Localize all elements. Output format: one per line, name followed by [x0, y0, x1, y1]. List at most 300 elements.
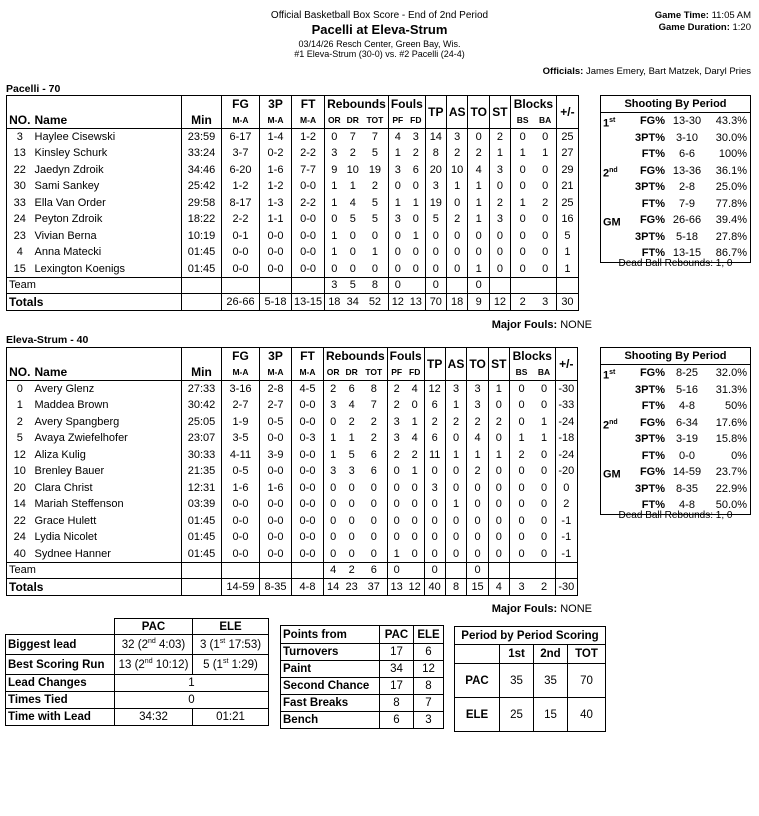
player-pm: -18: [555, 430, 577, 447]
shooting-pct: 31.3%: [715, 383, 747, 396]
player-min: 30:33: [182, 447, 222, 464]
times-tied-value: 0: [115, 692, 269, 709]
shooting-pct: 17.6%: [715, 416, 747, 429]
points-ele: 6: [414, 644, 444, 661]
player-bs: 0: [509, 414, 533, 431]
totals-min: [182, 294, 222, 311]
header-dr: DR: [345, 367, 358, 377]
player-tp: 19: [425, 195, 446, 212]
player-to: 1: [468, 178, 489, 195]
header-pf: PF: [387, 364, 406, 381]
player-to: 0: [467, 480, 488, 497]
shooting-pct: 15.8%: [715, 433, 747, 445]
game-time-label: Game Time:: [654, 10, 709, 21]
player-pm: 29: [556, 162, 578, 179]
player-bs: 0: [509, 397, 533, 414]
player-as: 0: [446, 261, 468, 278]
player-pm: 25: [556, 129, 578, 146]
header-ma: M-A: [222, 112, 260, 129]
player-no: 4: [16, 246, 23, 259]
player-st: 1: [489, 145, 510, 162]
player-name: Lydia Nicolet: [34, 531, 98, 544]
player-to: 2: [468, 145, 489, 162]
player-fd: 1: [411, 465, 418, 478]
player-name: Haylee Cisewski: [34, 131, 116, 143]
player-as: 2: [446, 145, 468, 162]
player-ba: 0: [540, 481, 548, 494]
team-pm: [556, 277, 578, 294]
header-ft: FT: [292, 348, 324, 365]
points-pac: 17: [380, 678, 414, 695]
player-min: 30:42: [182, 397, 222, 414]
totals-pm: 30: [556, 294, 578, 311]
player-min: 01:45: [182, 529, 222, 546]
player-name: Avery Glenz: [34, 383, 95, 395]
player-st: 0: [488, 496, 509, 513]
best-run-ele: 5 (1st 1:29): [193, 655, 269, 675]
totals-label: Totals: [7, 294, 182, 311]
player-st: 0: [489, 178, 510, 195]
shooting-made-att: 5-18: [675, 230, 699, 243]
shooting-stat-label: FG%: [639, 466, 665, 478]
period-pac-1st: 35: [500, 664, 534, 698]
player-dr: 0: [348, 531, 355, 544]
player-st: 1: [488, 447, 509, 464]
player-tp: 0: [424, 513, 445, 530]
player-dr: 7: [349, 131, 356, 143]
home-major-fouls: [492, 319, 592, 331]
shooting-row: [601, 398, 750, 415]
player-fg: 2-7: [222, 397, 260, 414]
player-pm: 2: [555, 496, 577, 513]
totals-label: Totals: [7, 579, 182, 596]
player-bs: 0: [509, 381, 533, 398]
player-dr: 5: [348, 448, 355, 461]
shooting-row: [601, 146, 750, 163]
player-tp3: 0-0: [260, 244, 292, 261]
lead-col-pac: PAC: [115, 619, 193, 635]
player-bs: 0: [510, 244, 534, 261]
player-row: [7, 228, 579, 245]
player-st: 0: [488, 397, 509, 414]
header-name: Name: [34, 113, 68, 127]
totals-tot: 52: [362, 294, 388, 311]
shooting-made-att: 5-16: [675, 383, 699, 396]
player-to: 1: [467, 447, 488, 464]
totals-as: 8: [445, 579, 467, 596]
totals-ba: 2: [533, 579, 555, 596]
player-ba: 0: [542, 213, 549, 226]
shooting-pct: 50%: [724, 400, 747, 412]
home-dead-ball-rebounds: Dead Ball Rebounds: 1, 0: [618, 258, 733, 269]
header-blank: [33, 348, 182, 365]
team-tp: 0: [425, 277, 446, 294]
points-row: [281, 661, 444, 678]
points-label: Paint: [281, 661, 380, 678]
header-fg: FG: [222, 96, 260, 113]
player-tp: 0: [424, 463, 445, 480]
player-name: Jaedyn Zdroik: [34, 163, 104, 176]
player-pf: 2: [387, 397, 406, 414]
player-ft: 0-0: [292, 211, 325, 228]
totals-pf: 13: [387, 579, 406, 596]
player-tp3: 2-7: [260, 397, 292, 414]
player-dr: 0: [348, 514, 355, 527]
lead-changes-value: 1: [115, 675, 269, 692]
player-dr: 0: [348, 547, 355, 560]
totals-to: 9: [468, 294, 489, 311]
points-from-table: [280, 625, 444, 729]
player-ba: 0: [540, 531, 548, 544]
player-fg: 0-0: [222, 496, 260, 513]
team-ft: [292, 277, 325, 294]
player-no: 10: [13, 465, 26, 478]
player-to: 3: [467, 381, 488, 398]
team-st: [488, 562, 509, 579]
player-or: 0: [325, 129, 344, 146]
player-dr: 3: [348, 465, 355, 478]
header-ma: M-A: [260, 112, 292, 129]
best-run-label: Best Scoring Run: [6, 655, 115, 675]
player-ba: 0: [542, 229, 549, 242]
player-pf: 3: [388, 162, 407, 179]
player-dr: 1: [349, 180, 356, 193]
player-as: 0: [445, 513, 467, 530]
header-fouls: Fouls: [387, 348, 424, 365]
player-ft: 0-0: [292, 178, 325, 195]
player-min: 23:07: [182, 430, 222, 447]
player-st: 0: [489, 244, 510, 261]
player-or: 1: [325, 244, 344, 261]
shooting-stat-label: 3PT%: [635, 433, 665, 445]
game-time: 11:05 AM: [711, 10, 751, 21]
shooting-stat-label: 3PT%: [635, 181, 665, 193]
home-shooting-by-period: [600, 95, 751, 263]
shooting-stat-label: FT%: [641, 247, 665, 259]
player-dr: 0: [349, 262, 356, 275]
player-bs: 0: [509, 480, 533, 497]
player-bs: 0: [510, 129, 534, 146]
player-tot: 0: [370, 514, 377, 527]
player-bs: 0: [509, 496, 533, 513]
player-to: 0: [467, 496, 488, 513]
team-dr: 5: [343, 277, 362, 294]
player-bs: 0: [509, 513, 533, 530]
player-pf: 3: [387, 414, 406, 431]
shooting-pct: 86.7%: [715, 247, 747, 259]
shooting-made-att: 2-8: [679, 181, 695, 193]
player-fg: 3-5: [222, 430, 260, 447]
player-pf: 0: [387, 496, 406, 513]
player-dr: 1: [348, 432, 355, 445]
shooting-pct: 77.8%: [715, 197, 747, 210]
player-pf: 3: [388, 211, 407, 228]
player-min: 03:39: [182, 496, 222, 513]
player-no: 1: [16, 399, 23, 412]
player-pf: 2: [387, 381, 406, 398]
player-ft: 0-0: [292, 244, 325, 261]
player-row: [7, 546, 578, 563]
away-major-fouls: [492, 603, 592, 615]
team-min: [182, 562, 222, 579]
player-or: 9: [325, 162, 344, 179]
player-fd: 0: [411, 547, 418, 560]
player-name: Lexington Koenigs: [34, 262, 126, 275]
player-st: 3: [489, 211, 510, 228]
player-dr: 0: [349, 246, 356, 259]
player-as: 2: [446, 211, 468, 228]
shooting-row: [601, 130, 750, 147]
shooting-title: Shooting By Period: [601, 96, 750, 113]
player-pm: -1: [555, 546, 577, 563]
player-pf: 4: [388, 129, 407, 146]
player-pf: 1: [388, 145, 407, 162]
player-min: 23:59: [182, 129, 222, 146]
totals-bs: 2: [510, 294, 534, 311]
player-no: 13: [13, 147, 26, 160]
header-bs: BS: [509, 364, 533, 381]
team-ba: [534, 277, 556, 294]
points-label: Bench: [281, 712, 380, 729]
player-ft: 0-0: [292, 513, 324, 530]
player-or: 0: [324, 546, 343, 563]
player-ft: 0-0: [292, 529, 324, 546]
shooting-stat-label: FG%: [639, 115, 665, 127]
shooting-row: [601, 481, 750, 498]
team-bs: [510, 277, 534, 294]
totals-tp: 70: [425, 294, 446, 311]
team-tp: 0: [424, 562, 445, 579]
player-no: 22: [13, 163, 26, 176]
player-or: 1: [324, 447, 343, 464]
player-tot: 5: [371, 147, 378, 160]
player-tp3: 0-0: [260, 546, 292, 563]
player-row: [7, 447, 578, 464]
player-no: 2: [16, 415, 23, 428]
period-col-1st: 1st: [500, 645, 534, 664]
player-st: 0: [488, 529, 509, 546]
player-pm: -1: [555, 513, 577, 530]
player-fd: 0: [412, 180, 419, 193]
player-fg: 6-17: [222, 129, 260, 146]
player-as: 0: [446, 195, 468, 212]
points-pac: 6: [380, 712, 414, 729]
player-tot: 19: [368, 163, 382, 176]
player-name: Avaya Zwiefelhofer: [34, 432, 128, 445]
header-blank: [7, 96, 33, 113]
home-box-score: [6, 95, 579, 311]
player-tp: 0: [425, 261, 446, 278]
shooting-row: [601, 163, 750, 180]
player-min: 27:33: [182, 381, 222, 398]
player-fg: 0-0: [222, 513, 260, 530]
biggest-lead-label: Biggest lead: [6, 635, 115, 655]
points-label: Turnovers: [281, 644, 380, 661]
player-fd: 2: [411, 448, 418, 461]
player-to: 2: [467, 463, 488, 480]
shooting-row: [601, 382, 750, 399]
player-ft: 2-2: [292, 195, 325, 212]
points-row: [281, 695, 444, 712]
biggest-lead-pac: 32 (2nd 4:03): [115, 635, 193, 655]
player-name: Grace Hulett: [34, 514, 97, 527]
totals-min: [182, 579, 222, 596]
player-dr: 0: [348, 481, 355, 494]
player-as: 0: [446, 244, 468, 261]
player-tp: 3: [424, 480, 445, 497]
player-bs: 0: [510, 162, 534, 179]
header-fd: FD: [409, 367, 421, 377]
player-tp3: 1-1: [260, 211, 292, 228]
player-fg: 0-0: [222, 529, 260, 546]
shooting-period: 1st: [603, 369, 616, 382]
player-ft: 0-0: [292, 447, 324, 464]
player-name: Maddea Brown: [34, 399, 109, 412]
team-as: [446, 277, 468, 294]
player-or: 0: [324, 414, 343, 431]
team-pf: 0: [387, 562, 406, 579]
player-as: 10: [446, 162, 468, 179]
team-pf: 0: [388, 277, 407, 294]
lead-col-ele: ELE: [193, 619, 269, 635]
team-fd: [407, 277, 426, 294]
player-ba: 0: [542, 163, 549, 176]
player-bs: 2: [509, 447, 533, 464]
shooting-pct: 50.0%: [715, 499, 747, 511]
player-pf: 0: [388, 244, 407, 261]
player-to: 0: [468, 228, 489, 245]
header-as: AS: [446, 96, 468, 129]
player-tp: 12: [424, 381, 445, 398]
totals-pm: -30: [555, 579, 577, 596]
player-tot: 5: [371, 213, 378, 226]
team-label: Team: [7, 562, 182, 579]
player-fd: 0: [412, 246, 419, 259]
player-name: Sydnee Hanner: [34, 547, 111, 560]
header-ma: M-A: [292, 364, 324, 381]
header-fg: FG: [222, 348, 260, 365]
player-ft: 0-0: [292, 546, 324, 563]
team-tp3: [260, 562, 292, 579]
player-dr: 2: [348, 415, 355, 428]
shooting-row: [601, 212, 750, 229]
team-tp3: [260, 277, 292, 294]
player-no: 15: [13, 262, 26, 275]
best-run-pac: 13 (2nd 10:12): [115, 655, 193, 675]
shooting-row: [601, 415, 750, 432]
team-to: 0: [467, 562, 488, 579]
player-fg: 0-5: [222, 463, 260, 480]
player-fd: 0: [411, 531, 418, 544]
player-pf: 0: [387, 480, 406, 497]
lead-summary-table: [5, 618, 269, 726]
player-fg: 2-2: [222, 211, 260, 228]
shooting-period: GM: [603, 216, 621, 229]
team-ba: [533, 562, 555, 579]
player-pm: -24: [555, 414, 577, 431]
player-no: 24: [13, 531, 26, 544]
shooting-stat-label: FG%: [639, 416, 665, 429]
player-row: [7, 513, 578, 530]
player-bs: 1: [510, 195, 534, 212]
player-pf: 0: [388, 178, 407, 195]
player-st: 3: [489, 162, 510, 179]
player-st: 1: [488, 381, 509, 398]
shooting-pct: 30.0%: [715, 131, 747, 144]
shooting-row: [601, 196, 750, 213]
player-st: 0: [488, 546, 509, 563]
header-3p: 3P: [260, 348, 292, 365]
header-st: ST: [488, 348, 509, 381]
player-dr: 10: [346, 163, 359, 176]
header-ft: FT: [292, 96, 325, 113]
shooting-stat-label: FT%: [641, 400, 665, 412]
shooting-row: [601, 448, 750, 465]
player-min: 34:46: [182, 162, 222, 179]
player-fg: 1-2: [222, 178, 260, 195]
player-ft: 0-0: [292, 261, 325, 278]
player-as: 0: [445, 480, 467, 497]
shooting-stat-label: FT%: [641, 197, 665, 210]
player-fg: 0-1: [222, 228, 260, 245]
player-st: 0: [488, 480, 509, 497]
header-plus-minus: +/-: [556, 96, 578, 129]
officials: [543, 66, 751, 77]
shooting-stat-label: FT%: [641, 449, 665, 462]
player-no: 22: [13, 514, 26, 527]
player-tp3: 1-4: [260, 129, 292, 146]
points-pac: 17: [380, 644, 414, 661]
shooting-row: [601, 464, 750, 481]
player-no: 20: [13, 481, 26, 494]
player-tp3: 0-0: [260, 430, 292, 447]
player-to: 4: [468, 162, 489, 179]
header-tot: TOT: [365, 367, 383, 377]
player-pm: 0: [555, 480, 577, 497]
team-fg: [222, 562, 260, 579]
player-as: 0: [445, 529, 467, 546]
period-ele-tot: 40: [568, 698, 606, 732]
player-name: Kinsley Schurk: [34, 147, 108, 160]
player-as: 2: [445, 414, 467, 431]
player-fg: 0-0: [222, 244, 260, 261]
player-ba: 0: [542, 246, 549, 259]
player-tp3: 0-2: [260, 145, 292, 162]
player-pm: -20: [555, 463, 577, 480]
header-tp: TP: [424, 348, 445, 381]
player-min: 01:45: [182, 546, 222, 563]
player-st: 2: [489, 129, 510, 146]
player-fg: 3-16: [222, 381, 260, 398]
player-min: 01:45: [182, 244, 222, 261]
shooting-made-att: 6-34: [675, 416, 699, 429]
player-min: 12:31: [182, 480, 222, 497]
player-row: [7, 211, 579, 228]
player-as: 3: [446, 129, 468, 146]
totals-or: 14: [324, 579, 343, 596]
player-name: Brenley Bauer: [34, 465, 105, 478]
player-tp: 11: [424, 447, 445, 464]
header-3p: 3P: [260, 96, 292, 113]
header-pf: PF: [388, 112, 407, 129]
header-blocks: Blocks: [509, 348, 555, 365]
period-scoring-table: [454, 626, 606, 732]
player-dr: 4: [349, 196, 356, 209]
player-tp: 3: [425, 178, 446, 195]
player-row: [7, 244, 579, 261]
shooting-stat-label: FG%: [639, 367, 665, 379]
player-pm: 16: [556, 211, 578, 228]
